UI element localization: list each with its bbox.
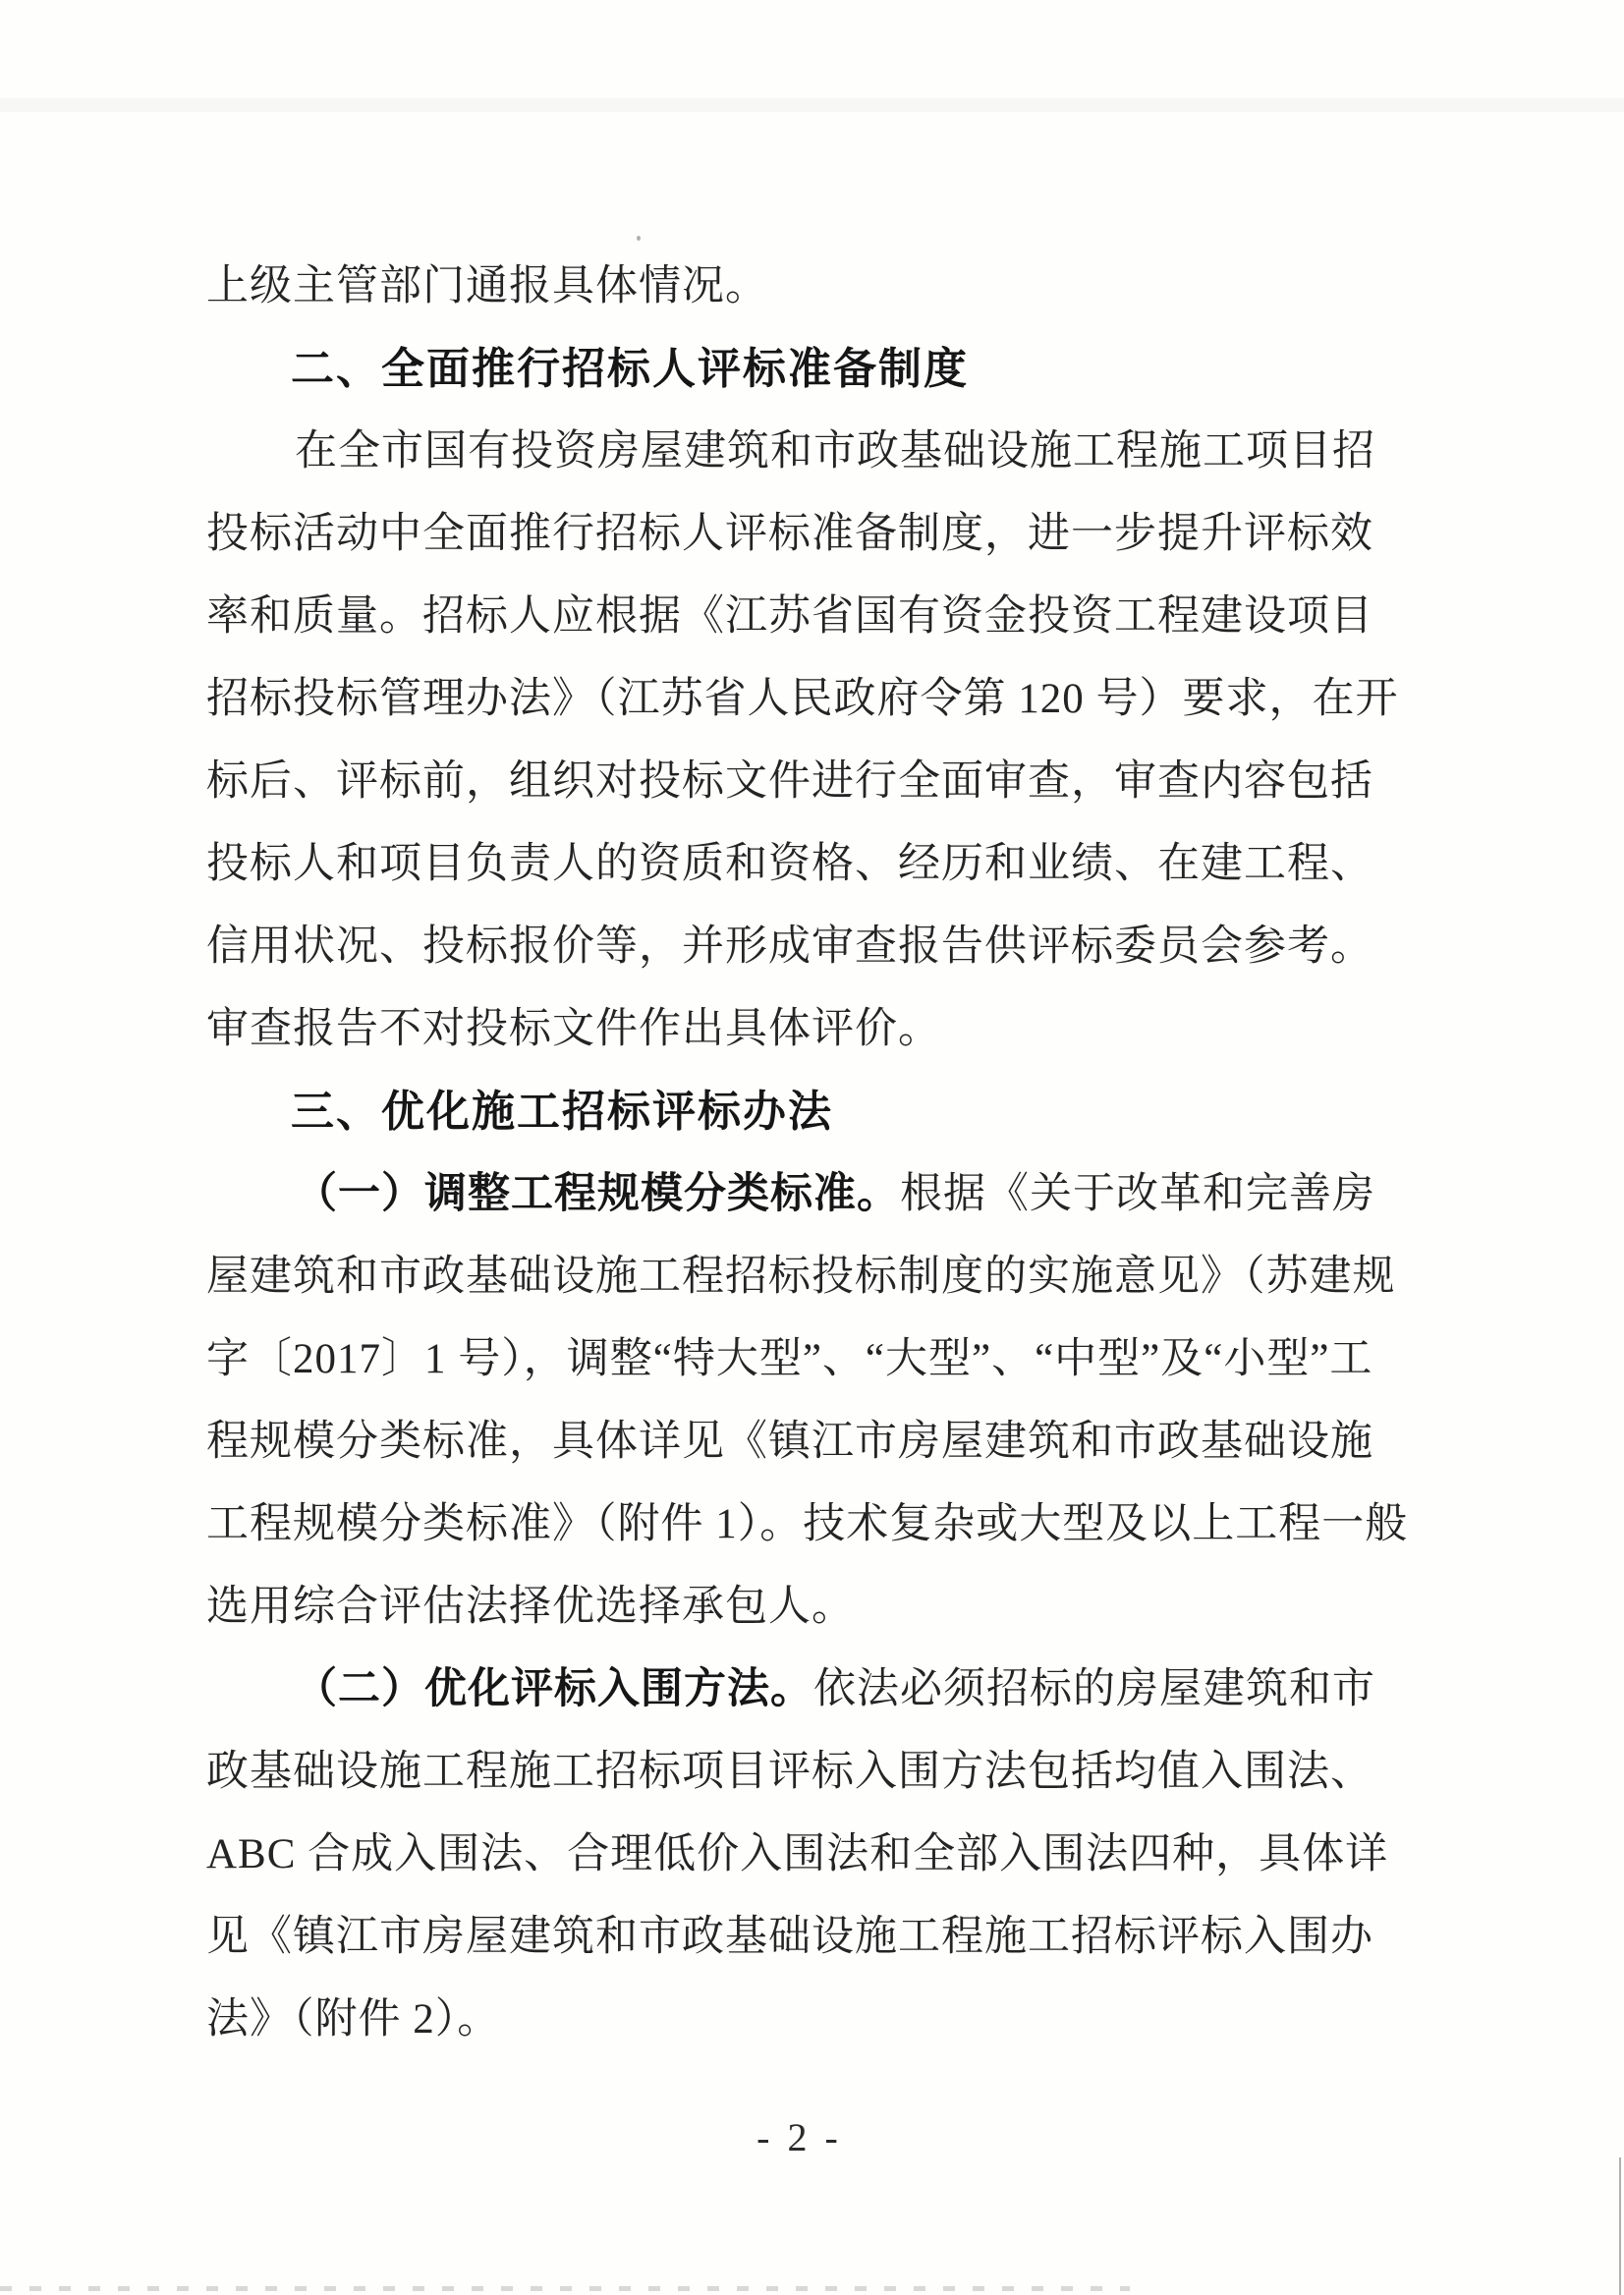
text-line xyxy=(206,1332,1425,1387)
text-line xyxy=(206,672,1425,727)
text-line xyxy=(206,259,1425,314)
text-segment: 根据《关于改革和完善房 xyxy=(900,1171,1375,1217)
text-segment: 在全市国有投资房屋建筑和市政基础设施工程施工项目招 xyxy=(295,428,1375,475)
text-line xyxy=(206,1415,1425,1470)
text-segment: 依法必须招标的房屋建筑和市 xyxy=(813,1666,1375,1712)
text-line xyxy=(206,589,1425,644)
text-segment: 三、优化施工招标评标办法 xyxy=(291,1088,833,1136)
text-segment: 字〔2017〕1 号），调整“特大型”、“大型”、“中型”及“小型”工 xyxy=(206,1336,1373,1382)
text-segment: 招标投标管理办法》（江苏省人民政府令第 120 号）要求，在开 xyxy=(206,676,1399,722)
text-line xyxy=(206,837,1425,892)
section-heading xyxy=(291,1085,1509,1140)
scan-speck xyxy=(637,236,641,241)
text-line xyxy=(206,1662,1425,1717)
scan-artifact-bottom-edge xyxy=(0,2286,1130,2291)
text-line xyxy=(206,755,1425,810)
text-segment: 标后、评标前，组织对投标文件进行全面审查，审查内容包括 xyxy=(206,758,1373,805)
text-line xyxy=(206,1580,1425,1635)
text-segment: 信用状况、投标报价等，并形成审查报告供评标委员会参考。 xyxy=(206,924,1373,970)
text-line xyxy=(206,1167,1425,1222)
text-segment: 二、全面推行招标人评标准备制度 xyxy=(291,345,969,393)
text-line xyxy=(206,424,1425,479)
text-line xyxy=(206,507,1425,562)
text-segment: 法》（附件 2）。 xyxy=(206,1996,501,2043)
text-segment: 工程规模分类标准》（附件 1）。技术复杂或大型及以上工程一般 xyxy=(206,1501,1409,1547)
text-segment: 政基础设施工程施工招标项目评标入围方法包括均值入围法、 xyxy=(206,1749,1373,1795)
text-segment: （一）调整工程规模分类标准。 xyxy=(295,1171,900,1217)
text-line xyxy=(206,1497,1425,1552)
text-segment: 上级主管部门通报具体情况。 xyxy=(206,263,768,309)
scan-artifact-right-edge xyxy=(1619,2157,1621,2295)
text-segment: 率和质量。招标人应根据《江苏省国有资金投资工程建设项目 xyxy=(206,593,1373,640)
text-line xyxy=(206,1827,1425,1882)
text-line xyxy=(206,1002,1425,1057)
text-line xyxy=(206,1745,1425,1800)
section-heading xyxy=(291,342,1509,397)
text-line xyxy=(206,1910,1425,1965)
text-segment: ABC 合成入围法、合理低价入围法和全部入围法四种，具体详 xyxy=(206,1831,1389,1877)
text-line xyxy=(206,920,1425,975)
text-segment: 程规模分类标准，具体详见《镇江市房屋建筑和市政基础设施 xyxy=(206,1419,1373,1465)
text-line xyxy=(206,1992,1425,2047)
page-number: - 2 - xyxy=(756,2115,842,2159)
text-line xyxy=(206,1250,1425,1305)
text-segment: 投标活动中全面推行招标人评标准备制度，进一步提升评标效 xyxy=(206,511,1373,557)
text-segment: 见《镇江市房屋建筑和市政基础设施工程施工招标评标入围办 xyxy=(206,1914,1373,1960)
text-segment: 审查报告不对投标文件作出具体评价。 xyxy=(206,1006,941,1052)
scan-noise-band xyxy=(0,98,1624,112)
text-segment: 屋建筑和市政基础设施工程招标投标制度的实施意见》（苏建规 xyxy=(206,1254,1396,1300)
text-segment: （二）优化评标入围方法。 xyxy=(295,1666,813,1712)
text-segment: 投标人和项目负责人的资质和资格、经历和业绩、在建工程、 xyxy=(206,841,1373,887)
text-segment: 选用综合评估法择优选择承包人。 xyxy=(206,1584,855,1630)
